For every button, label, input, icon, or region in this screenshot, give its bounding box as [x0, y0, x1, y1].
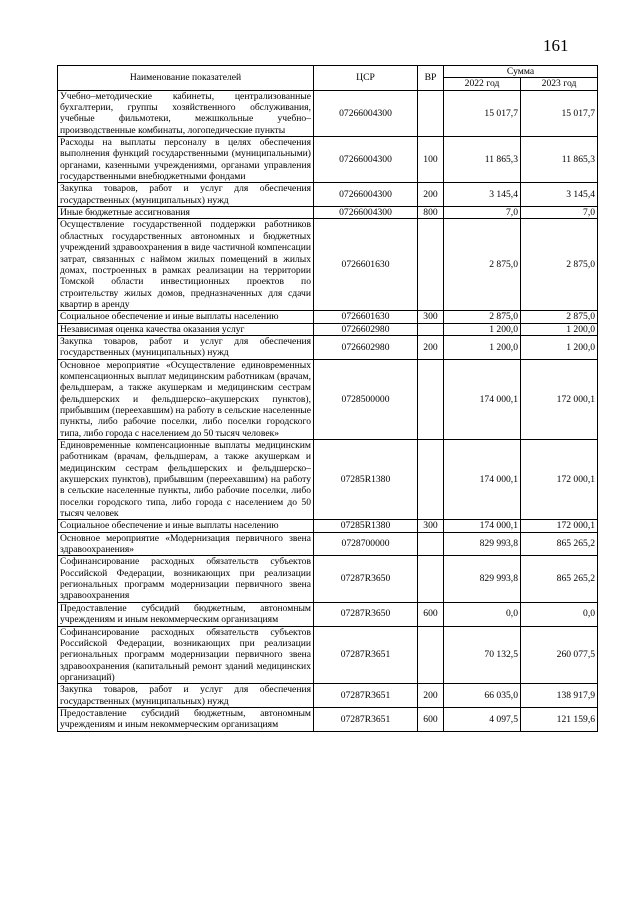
row-csr: 0726602980 — [314, 335, 418, 359]
row-name: Закупка товаров, работ и услуг для обеспечения государственных (муниципальных) нужд — [58, 183, 314, 207]
row-csr: 07266004300 — [314, 207, 418, 219]
header-year-2023: 2023 год — [521, 78, 598, 90]
table-row — [58, 440, 598, 520]
row-vr: 200 — [418, 183, 444, 207]
row-sum-2022: 66 035,0 — [444, 684, 521, 708]
row-vr: 800 — [418, 207, 444, 219]
table-row — [58, 219, 598, 311]
row-sum-2023: 7,0 — [521, 207, 598, 219]
row-sum-2022: 15 017,7 — [444, 90, 521, 136]
row-sum-2023: 0,0 — [521, 602, 598, 626]
table-row — [58, 137, 598, 183]
table-row — [58, 556, 598, 602]
row-vr: 300 — [418, 311, 444, 323]
row-name: Предоставление субсидий бюджетным, автономным учреждениям и иным некоммерческим организациям — [58, 707, 314, 731]
row-sum-2023: 865 265,2 — [521, 556, 598, 602]
row-sum-2023: 2 875,0 — [521, 311, 598, 323]
row-sum-2022: 0,0 — [444, 602, 521, 626]
row-name: Закупка товаров, работ и услуг для обеспечения государственных (муниципальных) нужд — [58, 684, 314, 708]
row-csr: 07287R3650 — [314, 556, 418, 602]
row-vr — [418, 323, 444, 335]
row-sum-2022: 174 000,1 — [444, 520, 521, 532]
row-name: Софинансирование расходных обязательств субъектов Российской Федерации, возникающих при реализации региональных программ модернизации первичного звена здравоохранения — [58, 556, 314, 602]
row-name: Независимая оценка качества оказания услуг — [58, 323, 314, 335]
row-sum-2023: 865 265,2 — [521, 532, 598, 556]
row-sum-2023: 121 159,6 — [521, 707, 598, 731]
row-csr: 07285R1380 — [314, 440, 418, 520]
row-csr: 07287R3651 — [314, 626, 418, 684]
header-row — [58, 66, 598, 78]
table-body — [58, 90, 598, 731]
row-csr: 0726601630 — [314, 219, 418, 311]
table-row — [58, 532, 598, 556]
table-row — [58, 602, 598, 626]
row-name: Предоставление субсидий бюджетным, автономным учреждениям и иным некоммерческим организациям — [58, 602, 314, 626]
row-vr — [418, 626, 444, 684]
row-sum-2023: 260 077,5 — [521, 626, 598, 684]
row-sum-2023: 172 000,1 — [521, 359, 598, 439]
row-sum-2022: 174 000,1 — [444, 359, 521, 439]
row-name: Осуществление государственной поддержки работников областных государственных автономных и бюджетных учреждений здравоохранения в виде частичной компенсации затрат, связанных с наймом жилых помещений в жилых домах, построенных в рамках реализации на территории Томской области инвестиционных проектов по строительству жилых домов, предназначенных для сдачи квартир в аренду — [58, 219, 314, 311]
row-csr: 07266004300 — [314, 137, 418, 183]
table-row — [58, 207, 598, 219]
table-row — [58, 520, 598, 532]
table-row — [58, 626, 598, 684]
row-vr: 600 — [418, 602, 444, 626]
row-sum-2022: 829 993,8 — [444, 556, 521, 602]
table-row — [58, 359, 598, 439]
row-sum-2023: 138 917,9 — [521, 684, 598, 708]
row-sum-2023: 15 017,7 — [521, 90, 598, 136]
row-sum-2023: 1 200,0 — [521, 323, 598, 335]
row-sum-2022: 7,0 — [444, 207, 521, 219]
row-name: Софинансирование расходных обязательств субъектов Российской Федерации, возникающих при реализации региональных программ модернизации первичного звена здравоохранения (капитальный ремонт зданий медицинских организаций) — [58, 626, 314, 684]
row-vr — [418, 359, 444, 439]
row-csr: 07287R3651 — [314, 684, 418, 708]
row-csr: 07285R1380 — [314, 520, 418, 532]
row-sum-2023: 11 865,3 — [521, 137, 598, 183]
row-sum-2023: 3 145,4 — [521, 183, 598, 207]
header-vr: ВР — [418, 66, 444, 91]
row-name: Социальное обеспечение и иные выплаты населению — [58, 520, 314, 532]
table-row — [58, 90, 598, 136]
row-sum-2022: 2 875,0 — [444, 219, 521, 311]
header-year-2022: 2022 год — [444, 78, 521, 90]
row-sum-2023: 2 875,0 — [521, 219, 598, 311]
row-vr — [418, 219, 444, 311]
row-sum-2023: 1 200,0 — [521, 335, 598, 359]
header-name: Наименование показателей — [58, 66, 314, 91]
row-sum-2022: 2 875,0 — [444, 311, 521, 323]
row-vr: 200 — [418, 684, 444, 708]
row-sum-2022: 11 865,3 — [444, 137, 521, 183]
row-sum-2022: 1 200,0 — [444, 335, 521, 359]
table-row — [58, 335, 598, 359]
row-name: Основное мероприятие «Модернизация первичного звена здравоохранения» — [58, 532, 314, 556]
row-name: Учебно–методические кабинеты, централизованные бухгалтерии, группы хозяйственного обслуживания, учебные фильмотеки, межшкольные учебно–производственные комбинаты, логопедические пункты — [58, 90, 314, 136]
table-row — [58, 311, 598, 323]
row-vr — [418, 532, 444, 556]
row-sum-2023: 172 000,1 — [521, 440, 598, 520]
row-name: Закупка товаров, работ и услуг для обеспечения государственных (муниципальных) нужд — [58, 335, 314, 359]
row-csr: 0728700000 — [314, 532, 418, 556]
row-sum-2022: 1 200,0 — [444, 323, 521, 335]
header-sum: Сумма — [444, 66, 598, 78]
row-vr: 200 — [418, 335, 444, 359]
header-csr: ЦСР — [314, 66, 418, 91]
row-csr: 07266004300 — [314, 183, 418, 207]
row-sum-2023: 172 000,1 — [521, 520, 598, 532]
table-row — [58, 684, 598, 708]
row-vr: 100 — [418, 137, 444, 183]
row-sum-2022: 70 132,5 — [444, 626, 521, 684]
row-sum-2022: 174 000,1 — [444, 440, 521, 520]
page-number: 161 — [543, 36, 569, 55]
row-name: Единовременные компенсационные выплаты медицинским работникам (врачам, фельдшерам, а также акушеркам и медицинским сестрам фельдшерских и фельдшерско–акушерских пунктов), прибывшим (переехавшим) на работу в сельские населенные пункты, либо рабочие поселки, либо поселки городского типа, либо города с населением до 50 тысяч человек — [58, 440, 314, 520]
row-vr — [418, 90, 444, 136]
row-sum-2022: 3 145,4 — [444, 183, 521, 207]
row-sum-2022: 4 097,5 — [444, 707, 521, 731]
row-csr: 07287R3651 — [314, 707, 418, 731]
row-name: Иные бюджетные ассигнования — [58, 207, 314, 219]
table-row — [58, 323, 598, 335]
row-vr — [418, 440, 444, 520]
row-name: Расходы на выплаты персоналу в целях обеспечения выполнения функций государственными (муниципальными) органами, казенными учреждениями, органами управления государственными внебюджетными фондами — [58, 137, 314, 183]
row-csr: 07287R3650 — [314, 602, 418, 626]
row-csr: 0726602980 — [314, 323, 418, 335]
table-row — [58, 183, 598, 207]
row-csr: 0728500000 — [314, 359, 418, 439]
row-sum-2022: 829 993,8 — [444, 532, 521, 556]
row-vr — [418, 556, 444, 602]
row-name: Основное мероприятие «Осуществление единовременных компенсационных выплат медицинским работникам (врачам, фельдшерам, а также акушеркам и медицинским сестрам фельдшерских и фельдшерско–акушерских пунктов), прибывшим (переехавшим) на работу в сельские населенные пункты, либо рабочие поселки, либо поселки городского типа, либо города с населением до 50 тысяч человек» — [58, 359, 314, 439]
row-csr: 0726601630 — [314, 311, 418, 323]
budget-table — [57, 65, 598, 732]
row-csr: 07266004300 — [314, 90, 418, 136]
row-name: Социальное обеспечение и иные выплаты населению — [58, 311, 314, 323]
row-vr: 300 — [418, 520, 444, 532]
table-row — [58, 707, 598, 731]
row-vr: 600 — [418, 707, 444, 731]
